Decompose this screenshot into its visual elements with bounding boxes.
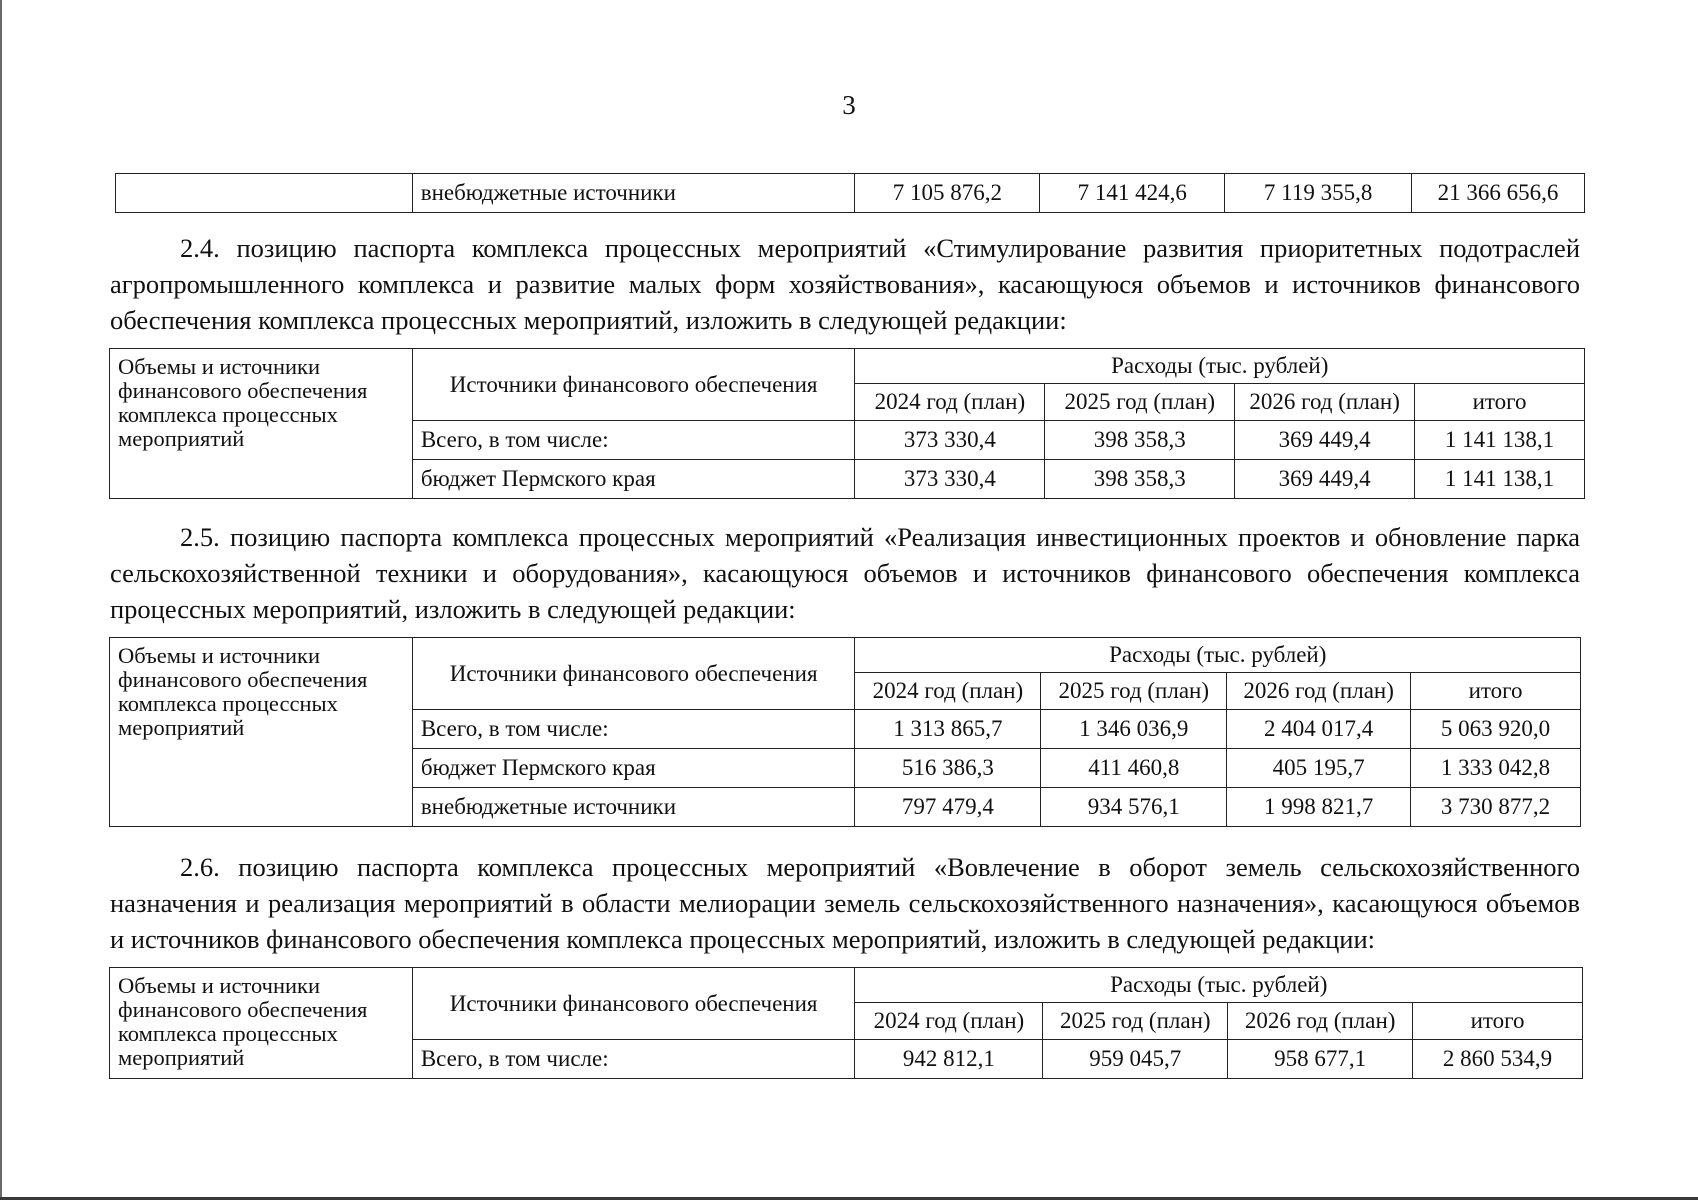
year-header: 2024 год (план) [855, 673, 1041, 710]
year-header: 2024 год (план) [855, 384, 1045, 421]
year-header: 2024 год (план) [855, 1003, 1043, 1040]
value-cell: 398 358,3 [1045, 421, 1235, 460]
value-cell: 959 045,7 [1043, 1040, 1228, 1079]
source-cell: Всего, в том числе: [412, 1040, 855, 1079]
expenses-header: Расходы (тыс. рублей) [855, 638, 1581, 673]
table-header-row [110, 349, 1585, 384]
paragraph-text: 2.6. позицию паспорта комплекса процессных мероприятий «Вовлечение в оборот земель сельскохозяйственного назначения и реализация мероприятий в области мелиорации земель сельскохозяйственного назначения», касающуюся объемов и источников финансового обеспечения комплекса процессных мероприятий, изложить в следующей редакции: [110, 852, 1580, 954]
value-cell: 1 346 036,9 [1041, 710, 1227, 749]
finance-table-2-6 [109, 967, 1583, 1079]
year-header: 2025 год (план) [1043, 1003, 1228, 1040]
source-cell: Всего, в том числе: [412, 421, 855, 460]
value-cell: 1 141 138,1 [1415, 421, 1585, 460]
table-header-row [110, 638, 1581, 673]
value-cell: 797 479,4 [855, 788, 1041, 827]
sources-header: Источники финансового обеспечения [412, 349, 855, 421]
table-header-row [110, 968, 1583, 1003]
total-header: итого [1411, 673, 1581, 710]
value-cell: 398 358,3 [1045, 460, 1235, 499]
value-cell: 7 119 355,8 [1225, 174, 1412, 213]
value-cell: 373 330,4 [855, 421, 1045, 460]
value-cell: 405 195,7 [1227, 749, 1411, 788]
value-cell: 516 386,3 [855, 749, 1041, 788]
source-cell: внебюджетные источники [412, 788, 855, 827]
page-number: 3 [842, 90, 856, 120]
sources-header: Источники финансового обеспечения [412, 638, 855, 710]
value-cell: 5 063 920,0 [1411, 710, 1581, 749]
year-header: 2025 год (план) [1041, 673, 1227, 710]
source-cell: внебюджетные источники [412, 174, 855, 213]
page-edge-left [0, 0, 2, 1200]
value-cell: 369 449,4 [1235, 421, 1415, 460]
value-cell: 7 141 424,6 [1040, 174, 1225, 213]
total-header: итого [1413, 1003, 1583, 1040]
table-label-cell: Объемы и источники финансового обеспечения комплекса процессных мероприятий [110, 968, 413, 1079]
value-cell: 942 812,1 [855, 1040, 1043, 1079]
source-cell: бюджет Пермского края [412, 460, 855, 499]
paragraph-2-4 [110, 230, 1580, 338]
year-header: 2026 год (план) [1235, 384, 1415, 421]
total-header: итого [1415, 384, 1585, 421]
paragraph-text: 2.5. позицию паспорта комплекса процессных мероприятий «Реализация инвестиционных проектов и обновление парка сельскохозяйственной техники и оборудования», касающуюся объемов и источников финансового обеспечения комплекса процессных мероприятий, изложить в следующей редакции: [110, 522, 1580, 624]
source-cell: бюджет Пермского края [412, 749, 855, 788]
value-cell: 411 460,8 [1041, 749, 1227, 788]
value-cell: 2 404 017,4 [1227, 710, 1411, 749]
empty-cell [116, 174, 413, 213]
paragraph-2-6 [110, 849, 1580, 957]
year-header: 2026 год (план) [1227, 673, 1411, 710]
expenses-header: Расходы (тыс. рублей) [855, 968, 1583, 1003]
value-cell: 1 313 865,7 [855, 710, 1041, 749]
year-header: 2026 год (план) [1228, 1003, 1413, 1040]
table-row [116, 174, 1585, 213]
value-cell: 369 449,4 [1235, 460, 1415, 499]
value-cell: 21 366 656,6 [1412, 174, 1585, 213]
paragraph-2-5 [110, 519, 1580, 627]
paragraph-text: 2.4. позицию паспорта комплекса процессных мероприятий «Стимулирование развития приоритетных подотраслей агропромышленного комплекса и развитие малых форм хозяйствования», касающуюся объемов и источников финансового обеспечения комплекса процессных мероприятий, изложить в следующей редакции: [110, 233, 1580, 335]
year-header: 2025 год (план) [1045, 384, 1235, 421]
value-cell: 3 730 877,2 [1411, 788, 1581, 827]
value-cell: 934 576,1 [1041, 788, 1227, 827]
value-cell: 373 330,4 [855, 460, 1045, 499]
continuation-table [115, 173, 1585, 213]
value-cell: 1 333 042,8 [1411, 749, 1581, 788]
finance-table-2-4 [109, 348, 1585, 499]
table-label-cell: Объемы и источники финансового обеспечения комплекса процессных мероприятий [110, 638, 413, 827]
source-cell: Всего, в том числе: [412, 710, 855, 749]
finance-table-2-5 [109, 637, 1581, 827]
expenses-header: Расходы (тыс. рублей) [855, 349, 1585, 384]
value-cell: 7 105 876,2 [855, 174, 1040, 213]
value-cell: 2 860 534,9 [1413, 1040, 1583, 1079]
value-cell: 1 998 821,7 [1227, 788, 1411, 827]
value-cell: 1 141 138,1 [1415, 460, 1585, 499]
value-cell: 958 677,1 [1228, 1040, 1413, 1079]
sources-header: Источники финансового обеспечения [412, 968, 855, 1040]
table-label-cell: Объемы и источники финансового обеспечения комплекса процессных мероприятий [110, 349, 413, 499]
